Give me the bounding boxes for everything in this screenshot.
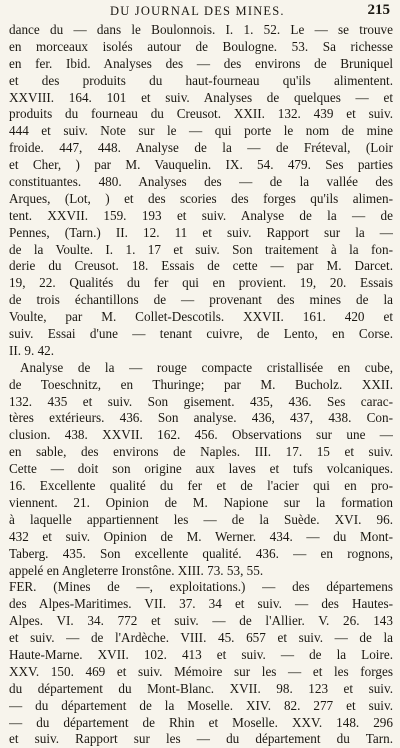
text-line: XXVIII. 164. 101 et suiv. Analyses de quelques — et — [9, 89, 393, 105]
running-title: DU JOURNAL DES MINES. — [110, 4, 285, 18]
text-line: — du département de Rhin et Moselle. XXV. 148. 296 — [9, 714, 393, 730]
text-line: du département du Mont-Blanc. XVII. 98. 123 et suiv. — [9, 680, 393, 696]
text-line: constituantes. 480. Analyses des — de la vallée des — [9, 174, 393, 190]
text-line: de trois échantillons de — provenant des mines de la — [9, 292, 393, 308]
text-line: II. 9. 42. — [9, 342, 55, 358]
text-line: Arques, (Lot, ) et des scories des forges qu'ils alimen- — [9, 190, 393, 206]
text-line: produits du fourneau du Creusot. XXII. 132. 439 et suiv. — [9, 106, 393, 122]
text-line: 19, 22. Qualités du fer qui en provient. 19, 20. Essais — [9, 275, 393, 291]
page-number: 215 — [367, 2, 390, 18]
text-line: et suiv. — de l'Ardèche. VIII. 45. 657 et suiv. — de la — [9, 630, 393, 646]
text-line: Haute-Marne. XVII. 102. 413 et suiv. — de la Loire. — [9, 646, 393, 662]
text-line: et Cher, ) par M. Vauquelin. IX. 54. 479. Ses parties — [9, 157, 393, 173]
text-line: Analyse de la — rouge compacte cristallisée en cube, — [20, 359, 393, 375]
text-line: Cette — doit son origine aux laves et tufs volcaniques. — [9, 461, 393, 477]
text-line: Pennes, (Tarn.) II. 12. 11 et suiv. Rapport sur la — — [9, 224, 393, 240]
index-text-body — [9, 22, 393, 748]
page-header — [14, 2, 394, 22]
text-line: en morceaux isolés autour de Boulogne. 53. Sa richesse — [9, 38, 393, 54]
text-line: Taberg. 435. Son excellente qualité. 436. — en rognons, — [9, 545, 393, 561]
text-line: de la Voulte. I. 1. 17 et suiv. Son traitement à la fon- — [9, 241, 393, 257]
text-line: Voulte, par M. Collet-Descotils. XXVII. 161. 420 et — [9, 309, 393, 325]
text-line: XXV. 150. 469 et suiv. Mémoire sur les — et les forges — [9, 663, 393, 679]
text-line: froide. 447, 448. Analyse de la — de Fréteval, (Loir — [9, 140, 393, 156]
text-line: des Alpes-Maritimes. VII. 37. 34 et suiv. — des Hautes- — [9, 596, 393, 612]
text-line: à laquelle appartiennent les — de la Suède. XVI. 96. — [9, 511, 393, 527]
text-line: en fer. Ibid. Analyses des — des environs de Bruniquel — [9, 55, 393, 71]
text-line: 444 et suiv. Note sur le — qui porte le nom de mine — [9, 123, 393, 139]
text-line: dance du — dans le Boulonnois. I. 1. 52. Le — se trouve — [9, 22, 393, 37]
text-line: FER. (Mines de —, exploitations.) — des départemens — [9, 579, 393, 595]
text-line: — du département de la Moselle. XIV. 82. 277 et suiv. — [9, 697, 393, 713]
text-line: derie du Creusot. 18. Essais de cette — par M. Darcet. — [9, 258, 393, 274]
text-line: 16. Excellente qualité du fer et de l'acier qui en pro- — [9, 478, 393, 494]
text-line: 132. 435 et suiv. Son gisement. 435, 436. Ses carac- — [9, 393, 393, 409]
text-line: clusion. 438. XXVII. 162. 456. Observations sur une — — [9, 427, 393, 443]
text-line: Alpes. VI. 34. 772 et suiv. — de l'Allier. V. 26. 143 — [9, 613, 393, 629]
text-line: suiv. Essai d'une — tenant cuivre, de Lento, en Corse. — [9, 326, 393, 342]
text-line: tent. XXVII. 159. 193 et suiv. Analyse de la — de — [9, 207, 393, 223]
text-line: appelé en Angleterre Ironstône. XIII. 73. 53, 55. — [9, 562, 264, 578]
text-line: tères extérieurs. 436. Son analyse. 436, 437, 438. Con- — [9, 410, 393, 426]
text-line: viennent. 21. Opinion de M. Napione sur la formation — [9, 494, 393, 510]
text-line: et suiv. Rapport sur les — du département du Tarn. — [9, 731, 393, 747]
text-line: en sable, des environs de Naples. III. 17. 15 et suiv. — [9, 444, 393, 460]
text-line: de Toeschnitz, en Thuringe; par M. Bucholz. XXII. — [9, 376, 393, 392]
text-line: 432 et suiv. Opinion de M. Werner. 434. — du Mont- — [9, 528, 393, 544]
text-line: et des produits du haut-fourneau qu'ils alimentent. — [9, 72, 393, 88]
